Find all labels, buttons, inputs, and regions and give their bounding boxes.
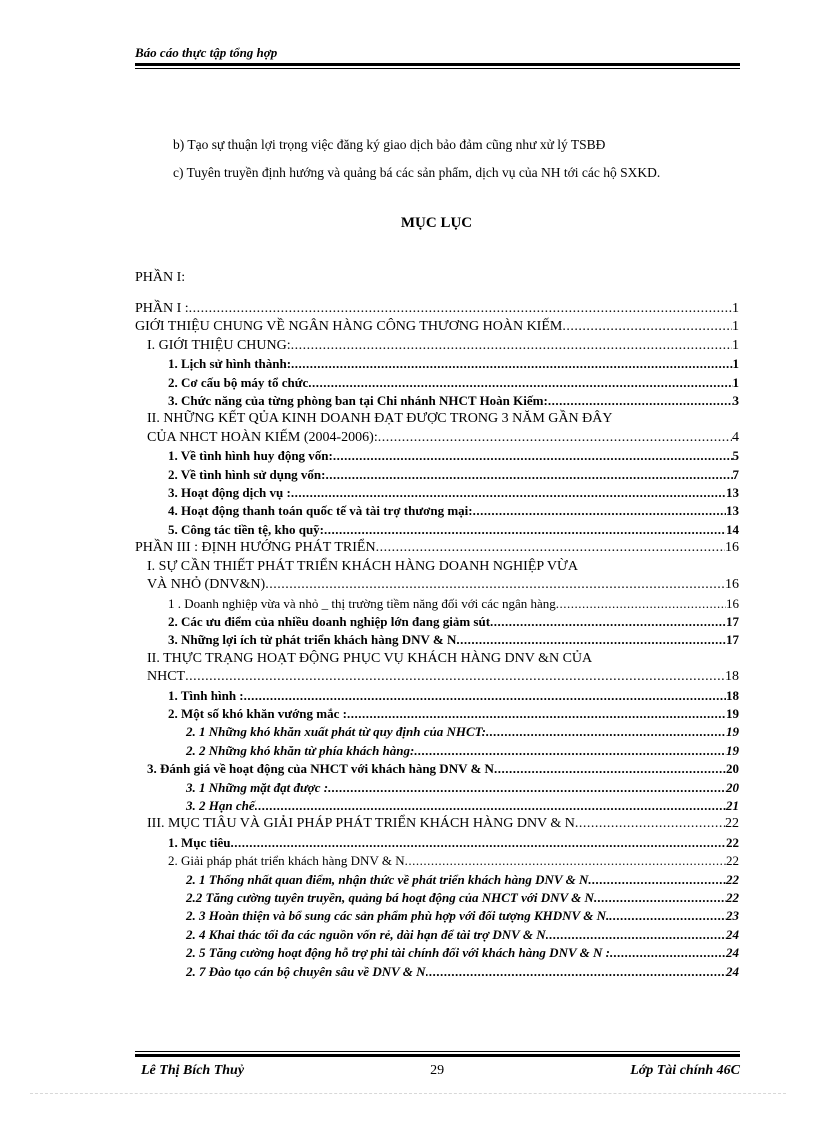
toc-leader-dots <box>405 852 726 870</box>
toc-entry-text: 3. 2 Hạn chế <box>186 797 255 813</box>
toc-leader-dots <box>609 907 726 925</box>
toc-entry-text: II. THỰC TRẠNG HOẠT ĐỘNG PHỤC VỤ KHÁCH HÀNG DNV &N CỦA <box>147 650 593 666</box>
toc-entry[interactable] <box>135 963 739 981</box>
footer-author: Lê Thị Bích Thuỷ <box>141 1063 245 1078</box>
toc-page-number: 13 <box>726 503 739 519</box>
toc-leader-dots <box>347 705 726 723</box>
toc-entry-text: CỦA NHCT HOÀN KIẾM (2004-2006): <box>147 429 378 445</box>
toc-entry-text: NHCT <box>147 669 186 685</box>
toc-page-number: 24 <box>726 963 739 979</box>
page-bottom-dashed-border <box>30 1093 786 1094</box>
toc-page-number: 1 <box>732 301 739 316</box>
toc-entry[interactable] <box>135 558 739 595</box>
toc-entry-text: 2. 5 Tăng cường hoạt động hỗ trợ phi tài chính đối với khách hàng DNV & N : <box>186 945 610 961</box>
toc-entry-text: 2. 1 Thống nhất quan điểm, nhận thức về phát triển khách hàng DNV & N <box>186 871 589 887</box>
toc-page-number: 20 <box>726 761 739 777</box>
toc-entry[interactable] <box>135 760 739 778</box>
toc-entry[interactable] <box>135 484 739 502</box>
intro-paragraphs <box>135 131 738 187</box>
footer-page-number: 29 <box>430 1063 445 1078</box>
header-title: Báo cáo thực tập tổng hợp <box>135 45 278 60</box>
toc-leader-dots <box>291 355 732 373</box>
toc-entry[interactable] <box>135 521 739 539</box>
toc-page-number: 17 <box>726 632 739 648</box>
toc-entry[interactable] <box>135 318 739 336</box>
toc-page-number: 22 <box>726 890 739 905</box>
toc-leader-dots <box>230 834 726 852</box>
part-label: PHẦN I: <box>135 270 186 285</box>
toc-title: MỤC LỤC <box>400 215 473 231</box>
footer-rule-thick <box>135 1054 740 1057</box>
toc-entry-text: III. MỤC TIÂU VÀ GIẢI PHÁP PHÁT TRIỂN KHÁCH HÀNG DNV & N <box>147 816 575 832</box>
toc-entry[interactable] <box>135 650 739 687</box>
table-of-contents <box>135 300 739 981</box>
toc-leader-dots <box>378 429 732 447</box>
toc-page-number: 22 <box>725 816 739 832</box>
toc-leader-dots <box>426 963 726 981</box>
toc-page-number: 19 <box>726 724 739 740</box>
toc-entry[interactable] <box>135 742 739 760</box>
footer-class: Lớp Tài chính 46C <box>630 1063 740 1078</box>
toc-page-number: 16 <box>725 540 739 556</box>
toc-leader-dots <box>556 595 726 613</box>
toc-entry[interactable] <box>135 374 739 392</box>
toc-page-number: 18 <box>725 669 739 685</box>
toc-entry[interactable] <box>135 815 739 833</box>
toc-entry-text: 2. 7 Đào tạo cán bộ chuyên sâu về DNV & N <box>186 963 426 979</box>
toc-entry[interactable] <box>135 834 739 852</box>
toc-entry-text: 2.2 Tăng cường tuyên truyền, quảng bá hoạt động của NHCT với DNV & N <box>186 890 594 905</box>
toc-leader-dots <box>456 631 726 649</box>
toc-page-number: 4 <box>732 429 739 445</box>
toc-entry-text: I. SỰ CẦN THIẾT PHÁT TRIỂN KHÁCH HÀNG DOANH NGHIỆP VỪA <box>147 558 578 574</box>
toc-entry[interactable] <box>135 337 739 355</box>
toc-entry-text: 3. Đánh giá về hoạt động của NHCT với khách hàng DNV & N <box>147 761 494 777</box>
toc-entry[interactable] <box>135 466 739 484</box>
toc-entry-text: 3. Chức năng của từng phòng ban tại Chi nhánh NHCT Hoàn Kiếm: <box>168 393 548 409</box>
toc-leader-dots <box>414 742 726 760</box>
toc-entry-text: 3. 1 Những mặt đạt được : <box>186 779 329 795</box>
toc-entry[interactable] <box>135 926 739 944</box>
toc-leader-dots <box>490 613 726 631</box>
toc-page-number: 22 <box>726 834 739 850</box>
toc-entry[interactable] <box>135 852 739 870</box>
toc-page-number: 14 <box>726 521 739 537</box>
toc-page-number: 1 <box>732 356 739 372</box>
toc-page-number: 24 <box>726 945 739 961</box>
toc-entry-text: 2. Về tình hình sử dụng vốn: <box>168 466 326 482</box>
toc-entry-text: 2. Các ưu điểm của nhiều doanh nghiệp lớn đang giảm sút <box>168 613 491 629</box>
toc-page-number: 22 <box>726 853 739 869</box>
toc-page-number: 1 <box>732 374 739 390</box>
toc-entry-text: VÀ NHỎ (DNV&N) <box>147 577 266 593</box>
toc-entry[interactable] <box>135 631 739 649</box>
toc-page-number: 22 <box>726 871 739 887</box>
toc-entry-text: 2. 4 Khai thác tối đa các nguồn vốn rẻ, dài hạn để tài trợ DNV & N <box>186 926 546 942</box>
toc-entry-text: 2. 1 Những khó khăn xuất phát từ quy định của NHCT: <box>186 724 486 740</box>
toc-entry-text: 1. Mục tiêu <box>168 834 231 850</box>
toc-entry[interactable] <box>135 723 739 741</box>
toc-entry-text: 2. 3 Hoàn thiện và bổ sung các sản phẩm phù hợp với đối tượng KHDNV & N. <box>186 908 610 924</box>
toc-entry[interactable] <box>135 300 739 318</box>
toc-leader-dots <box>548 392 733 410</box>
toc-page-number: 17 <box>726 613 739 629</box>
toc-leader-dots <box>328 779 726 797</box>
toc-entry-text: GIỚI THIỆU CHUNG VỀ NGÂN HÀNG CÔNG THƯƠNG HOÀN KIẾM <box>135 319 563 335</box>
toc-entry-text: 1. Về tình hình huy động vốn: <box>168 448 333 464</box>
toc-page-number: 23 <box>726 908 739 924</box>
toc-leader-dots <box>326 466 733 484</box>
toc-entry[interactable] <box>135 797 739 815</box>
toc-entry-text: 2. Giải pháp phát triển khách hàng DNV & N <box>168 853 405 869</box>
toc-entry-text: 1 . Doanh nghiệp vừa và nhỏ _ thị trường tiềm năng đối với các ngân hàng <box>168 595 556 611</box>
toc-entry[interactable] <box>135 907 739 925</box>
toc-leader-dots <box>185 668 725 686</box>
toc-leader-dots <box>308 374 732 392</box>
toc-leader-dots <box>562 318 732 336</box>
toc-leader-dots <box>494 760 726 778</box>
toc-page-number: 21 <box>726 797 739 813</box>
toc-leader-dots <box>588 871 726 889</box>
toc-leader-dots <box>594 889 726 907</box>
toc-page-number: 5 <box>732 448 739 464</box>
toc-page-number: 3 <box>732 393 739 409</box>
toc-entry[interactable] <box>135 595 739 613</box>
toc-entry[interactable] <box>135 687 739 705</box>
toc-entry-text: 2. Cơ cấu bộ máy tổ chức <box>168 374 309 390</box>
toc-entry-text: 3. Hoạt động dịch vụ : <box>168 485 291 501</box>
footer-rule-thin <box>135 1051 740 1052</box>
toc-leader-dots <box>291 484 726 502</box>
paragraph: c) Tuyên truyền định hướng và quảng bá các sản phẩm, dịch vụ của NH tới các hộ SXKD. <box>173 165 661 180</box>
toc-entry[interactable] <box>135 410 739 447</box>
toc-leader-dots <box>333 447 733 465</box>
toc-entry-text: PHẦN III : ĐỊNH HƯỚNG PHÁT TRIỂN <box>135 540 376 556</box>
toc-leader-dots <box>244 687 726 705</box>
toc-entry[interactable] <box>135 392 739 410</box>
toc-leader-dots <box>610 944 726 962</box>
toc-entry[interactable] <box>135 705 739 723</box>
header-rule-thin <box>135 68 740 69</box>
toc-entry[interactable] <box>135 944 739 962</box>
paragraph: b) Tạo sự thuận lợi trọng việc đăng ký giao dịch bảo đảm cũng như xử lý TSBĐ <box>173 137 606 152</box>
toc-leader-dots <box>265 576 725 594</box>
toc-page-number: 19 <box>726 705 739 721</box>
toc-page-number: 1 <box>732 337 739 353</box>
toc-entry-text: 1. Tình hình : <box>168 687 244 703</box>
toc-entry[interactable] <box>135 502 739 520</box>
toc-entry-text: 2. 2 Những khó khăn từ phía khách hàng: <box>186 742 415 758</box>
toc-leader-dots <box>575 815 725 833</box>
toc-entry[interactable] <box>135 447 739 465</box>
toc-leader-dots <box>291 337 732 355</box>
toc-entry[interactable] <box>135 779 739 797</box>
toc-entry[interactable] <box>135 539 739 557</box>
toc-page-number: 1 <box>732 319 739 335</box>
toc-entry-text: 5. Công tác tiền tệ, kho quỹ: <box>168 521 325 537</box>
toc-entry-text: PHẦN I : <box>135 301 189 316</box>
page-header <box>135 44 740 69</box>
header-rule-thick <box>135 63 740 66</box>
toc-entry[interactable] <box>135 871 739 889</box>
toc-entry-text: II. NHỮNG KẾT QỦA KINH DOANH ĐẠT ĐƯỢC TRONG 3 NĂM GẦN ĐÂY <box>147 411 613 427</box>
toc-page-number: 24 <box>726 926 739 942</box>
toc-page-number: 19 <box>726 742 739 758</box>
toc-entry-text: 1. Lịch sử hình thành: <box>168 356 292 372</box>
toc-page-number: 20 <box>726 779 739 795</box>
toc-leader-dots <box>546 926 726 944</box>
toc-entry[interactable] <box>135 889 739 907</box>
toc-entry[interactable] <box>135 613 739 631</box>
toc-entry-text: 4. Hoạt động thanh toán quốc tế và tài trợ thương mại: <box>168 503 473 519</box>
toc-page-number: 16 <box>726 595 739 611</box>
toc-leader-dots <box>486 723 726 741</box>
toc-leader-dots <box>324 521 726 539</box>
toc-leader-dots <box>376 539 725 557</box>
toc-page-number: 7 <box>732 466 739 482</box>
toc-entry[interactable] <box>135 355 739 373</box>
toc-entry-text: I. GIỚI THIỆU CHUNG: <box>147 337 291 353</box>
toc-leader-dots <box>473 502 726 520</box>
toc-entry-text: 3. Những lợi ích từ phát triển khách hàng DNV & N <box>168 632 457 648</box>
toc-page-number: 16 <box>725 577 739 593</box>
toc-leader-dots <box>189 300 732 318</box>
toc-page-number: 18 <box>726 687 739 703</box>
toc-page-number: 13 <box>726 485 739 501</box>
toc-entry-text: 2. Một số khó khăn vướng mắc : <box>168 705 347 721</box>
page-footer <box>135 1051 740 1079</box>
toc-leader-dots <box>255 797 726 815</box>
